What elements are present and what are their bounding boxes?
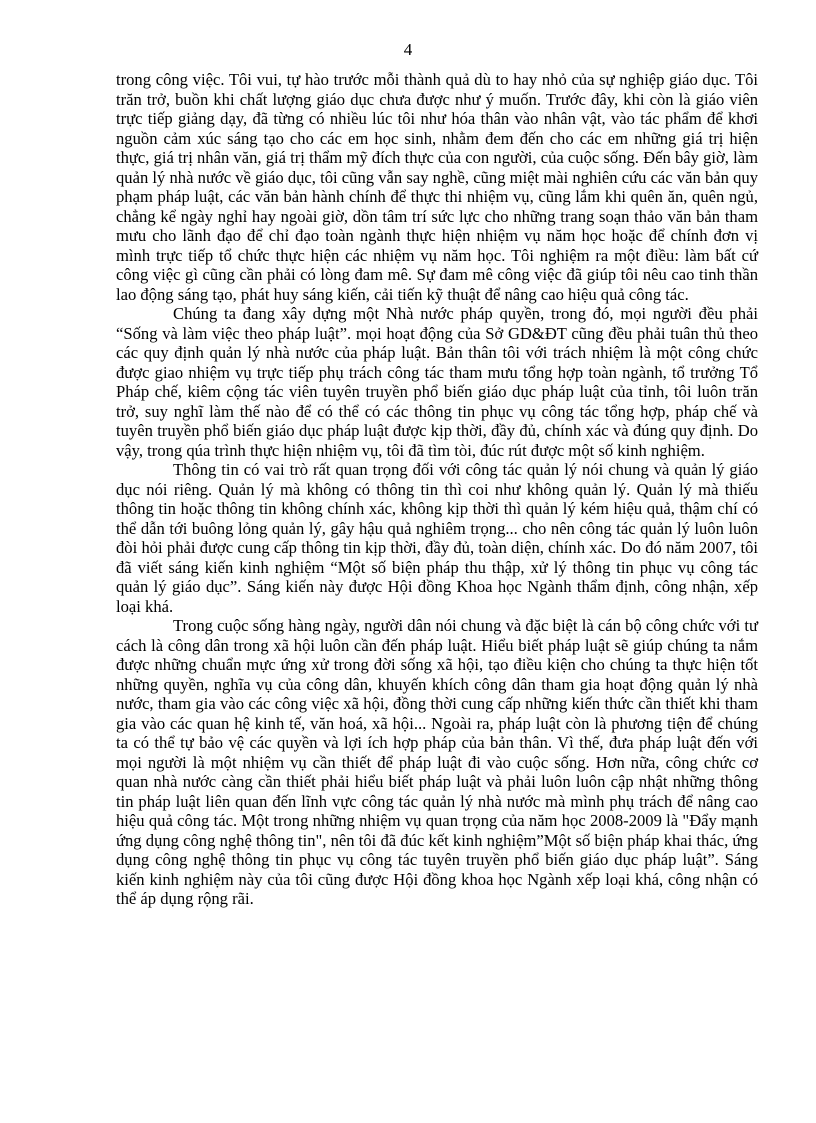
body-text xyxy=(116,70,758,909)
paragraph-4: Trong cuộc sống hàng ngày, người dân nói chung và đặc biệt là cán bộ công chức với tư cách là công dân trong xã hội luôn cần đến pháp luật. Hiểu biết pháp luật sẽ giúp chúng ta nắm được những chuẩn mực ứng xử trong đời sống xã hội, tạo điều kiện cho chúng ta thực hiện tốt những quyền, nghĩa vụ của công dân, khuyến khích công dân tham gia hoạt động quản lý nhà nước, tham gia vào các công việc xã hội, đồng thời cung cấp những kiến thức cần thiết khi tham gia vào các quan hệ kinh tế, văn hoá, xã hội... Ngoài ra, pháp luật còn là phương tiện để chúng ta có thể tự bảo vệ các quyền và lợi ích hợp pháp của bản thân. Vì thế, đưa pháp luật đến với mọi người là một nhiệm vụ cần thiết để pháp luật đi vào cuộc sống. Hơn nữa, công chức cơ quan nhà nước càng cần thiết phải hiểu biết pháp luật và phải luôn luôn cập nhật những thông tin pháp luật liên quan đến lĩnh vực công tác quản lý nhà nước mà mình phụ trách để nâng cao hiệu quả công tác. Một trong những nhiệm vụ quan trọng của năm học 2008-2009 là "Đẩy mạnh ứng dụng công nghệ thông tin", nên tôi đã đúc kết kinh nghiệm”Một số biện pháp khai thác, ứng dụng công nghệ thông tin phục vụ công tác tuyên truyền phổ biến giáo dục pháp luật”. Sáng kiến kinh nghiệm này của tôi cũng được Hội đồng khoa học Ngành xếp loại khá, công nhận có thể áp dụng rộng rãi. xyxy=(116,616,758,908)
page-number: 4 xyxy=(403,40,413,59)
paragraph-1: trong công việc. Tôi vui, tự hào trước mỗi thành quả dù to hay nhỏ của sự nghiệp giáo dục. Tôi trăn trở, buồn khi chất lượng giáo dục chưa được như ý muốn. Trước đây, khi còn là giáo viên trực tiếp giảng dạy, đã từng có nhiều lúc tôi như hóa thân vào nhân vật, vào tác phẩm để khơi nguồn cảm xúc sáng tạo cho các em học sinh, nhằm đem đến cho các em những giá trị hiện thực, giá trị nhân văn, giá trị thẩm mỹ đích thực của con người, của cuộc sống. Đến bây giờ, làm quản lý nhà nước về giáo dục, tôi cũng vẫn say nghề, cũng miệt mài nghiên cứu các văn bản quy phạm pháp luật, các văn bản hành chính để thực thi nhiệm vụ, cũng lắm khi quên ăn, quên ngủ, chẳng kể ngày nghỉ hay ngoài giờ, dồn tâm trí sức lực cho những trang soạn thảo văn bản tham mưu cho lãnh đạo để chỉ đạo toàn ngành thực hiện nhiệm vụ năm học hoặc để chính đơn vị mình trực tiếp tổ chức thực hiện các nhiệm vụ năm học. Tôi nghiệm ra một điều: làm bất cứ công việc gì cũng cần phải có lòng đam mê. Sự đam mê công việc đã giúp tôi nêu cao tinh thần lao động sáng tạo, phát huy sáng kiến, cải tiến kỹ thuật để nâng cao hiệu quả công tác. xyxy=(116,70,758,304)
paragraph-3: Thông tin có vai trò rất quan trọng đối với công tác quản lý nói chung và quản lý giáo dục nói riêng. Quản lý mà không có thông tin thì coi như không quản lý. Quản lý mà thiếu thông tin hoặc thông tin không chính xác, không kịp thời thì quản lý kém hiệu quả, thậm chí có thể dẫn tới buông lỏng quản lý, gây hậu quả nghiêm trọng... cho nên công tác quản lý luôn luôn đòi hỏi phải được cung cấp thông tin kịp thời, đầy đủ, toàn diện, chính xác. Do đó năm 2007, tôi đã viết sáng kiến kinh nghiệm “Một số biện pháp thu thập, xử lý thông tin phục vụ công tác quản lý giáo dục”. Sáng kiến này được Hội đồng Khoa học Ngành thẩm định, công nhận, xếp loại khá. xyxy=(116,460,758,616)
paragraph-2: Chúng ta đang xây dựng một Nhà nước pháp quyền, trong đó, mọi người đều phải “Sống và làm việc theo pháp luật”. mọi hoạt động của Sở GD&ĐT cũng đều phải tuân thủ theo các quy định quản lý nhà nước của pháp luật. Bản thân tôi với trách nhiệm là một công chức được giao nhiệm vụ trực tiếp phụ trách công tác tham mưu tổng hợp toàn ngành, tổ trưởng Tổ Pháp chế, kiêm cộng tác viên tuyên truyền phổ biến giáo dục pháp luật của tỉnh, tôi luôn trăn trở, suy nghĩ làm thế nào để có thể có các thông tin phục vụ công tác tổng hợp, pháp chế và tuyên truyền phổ biến giáo dục pháp luật được kịp thời, đầy đủ, chính xác và đúng quy định. Do vậy, trong qúa trình thực hiện nhiệm vụ, tôi đã tìm tòi, đúc rút được một số kinh nghiệm. xyxy=(116,304,758,460)
